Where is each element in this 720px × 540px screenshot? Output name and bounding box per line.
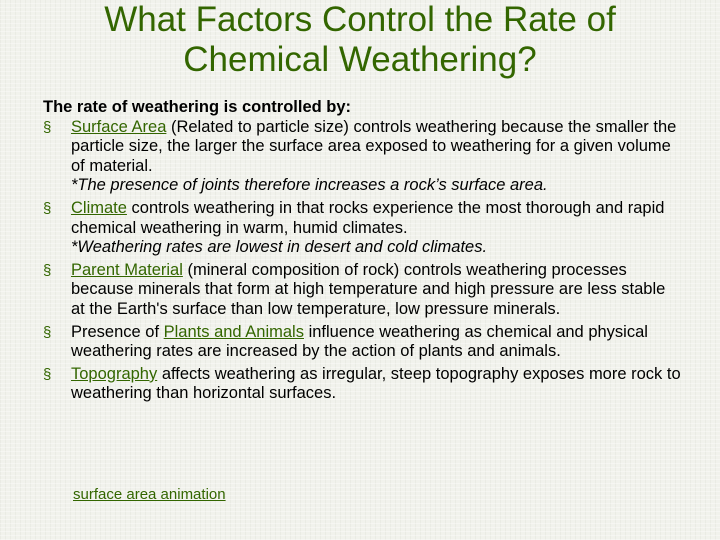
link-parent-material[interactable]: Parent Material: [71, 260, 183, 279]
factor-item-plants-animals: [43, 323, 683, 362]
factor-item-climate: [43, 199, 683, 258]
factor-prefix: Presence of: [71, 322, 164, 341]
factor-text: affects weathering as irregular, steep topography exposes more rock to weathering than horizontal surfaces.: [71, 364, 681, 403]
link-climate[interactable]: Climate: [71, 198, 127, 217]
title-line-1: What Factors Control the Rate of: [104, 0, 616, 39]
intro-text: The rate of weathering is controlled by:: [43, 98, 352, 116]
factor-text: influence weathering as chemical and physical weathering rates are increased by the action of plants and animals.: [71, 322, 648, 361]
factor-list: [43, 118, 683, 404]
link-topography[interactable]: Topography: [71, 364, 158, 383]
factor-item-parent-material: [43, 261, 683, 320]
link-surface-area[interactable]: Surface Area: [71, 117, 167, 136]
factor-note: *The presence of joints therefore increases a rock’s surface area.: [71, 176, 548, 195]
link-plants-and-animals[interactable]: Plants and Animals: [163, 322, 304, 341]
bullet-icon: §: [43, 199, 52, 217]
factor-note: *Weathering rates are lowest in desert and cold climates.: [71, 238, 488, 257]
slide-body: [43, 98, 683, 407]
title-line-2: Chemical Weathering?: [183, 40, 537, 79]
bullet-icon: §: [43, 118, 52, 136]
slide-title: [40, 0, 680, 80]
factor-text: controls weathering in that rocks experience the most thorough and rapid chemical weathering in warm, humid climates.: [71, 198, 665, 237]
bullet-icon: §: [43, 365, 52, 383]
factor-item-topography: [43, 365, 683, 404]
surface-area-animation-link[interactable]: surface area animation: [73, 486, 226, 503]
bullet-icon: §: [43, 261, 52, 279]
factor-text: (mineral composition of rock) controls weathering processes because minerals that form at high temperature and high pressure are less stable at the Earth's surface than low temperature, low pressure minerals.: [71, 260, 666, 318]
factor-item-surface-area: [43, 118, 683, 196]
factor-text: (Related to particle size) controls weathering because the smaller the particle size, the larger the surface area exposed to weathering for a given volume of material.: [71, 117, 677, 175]
bullet-icon: §: [43, 323, 52, 341]
